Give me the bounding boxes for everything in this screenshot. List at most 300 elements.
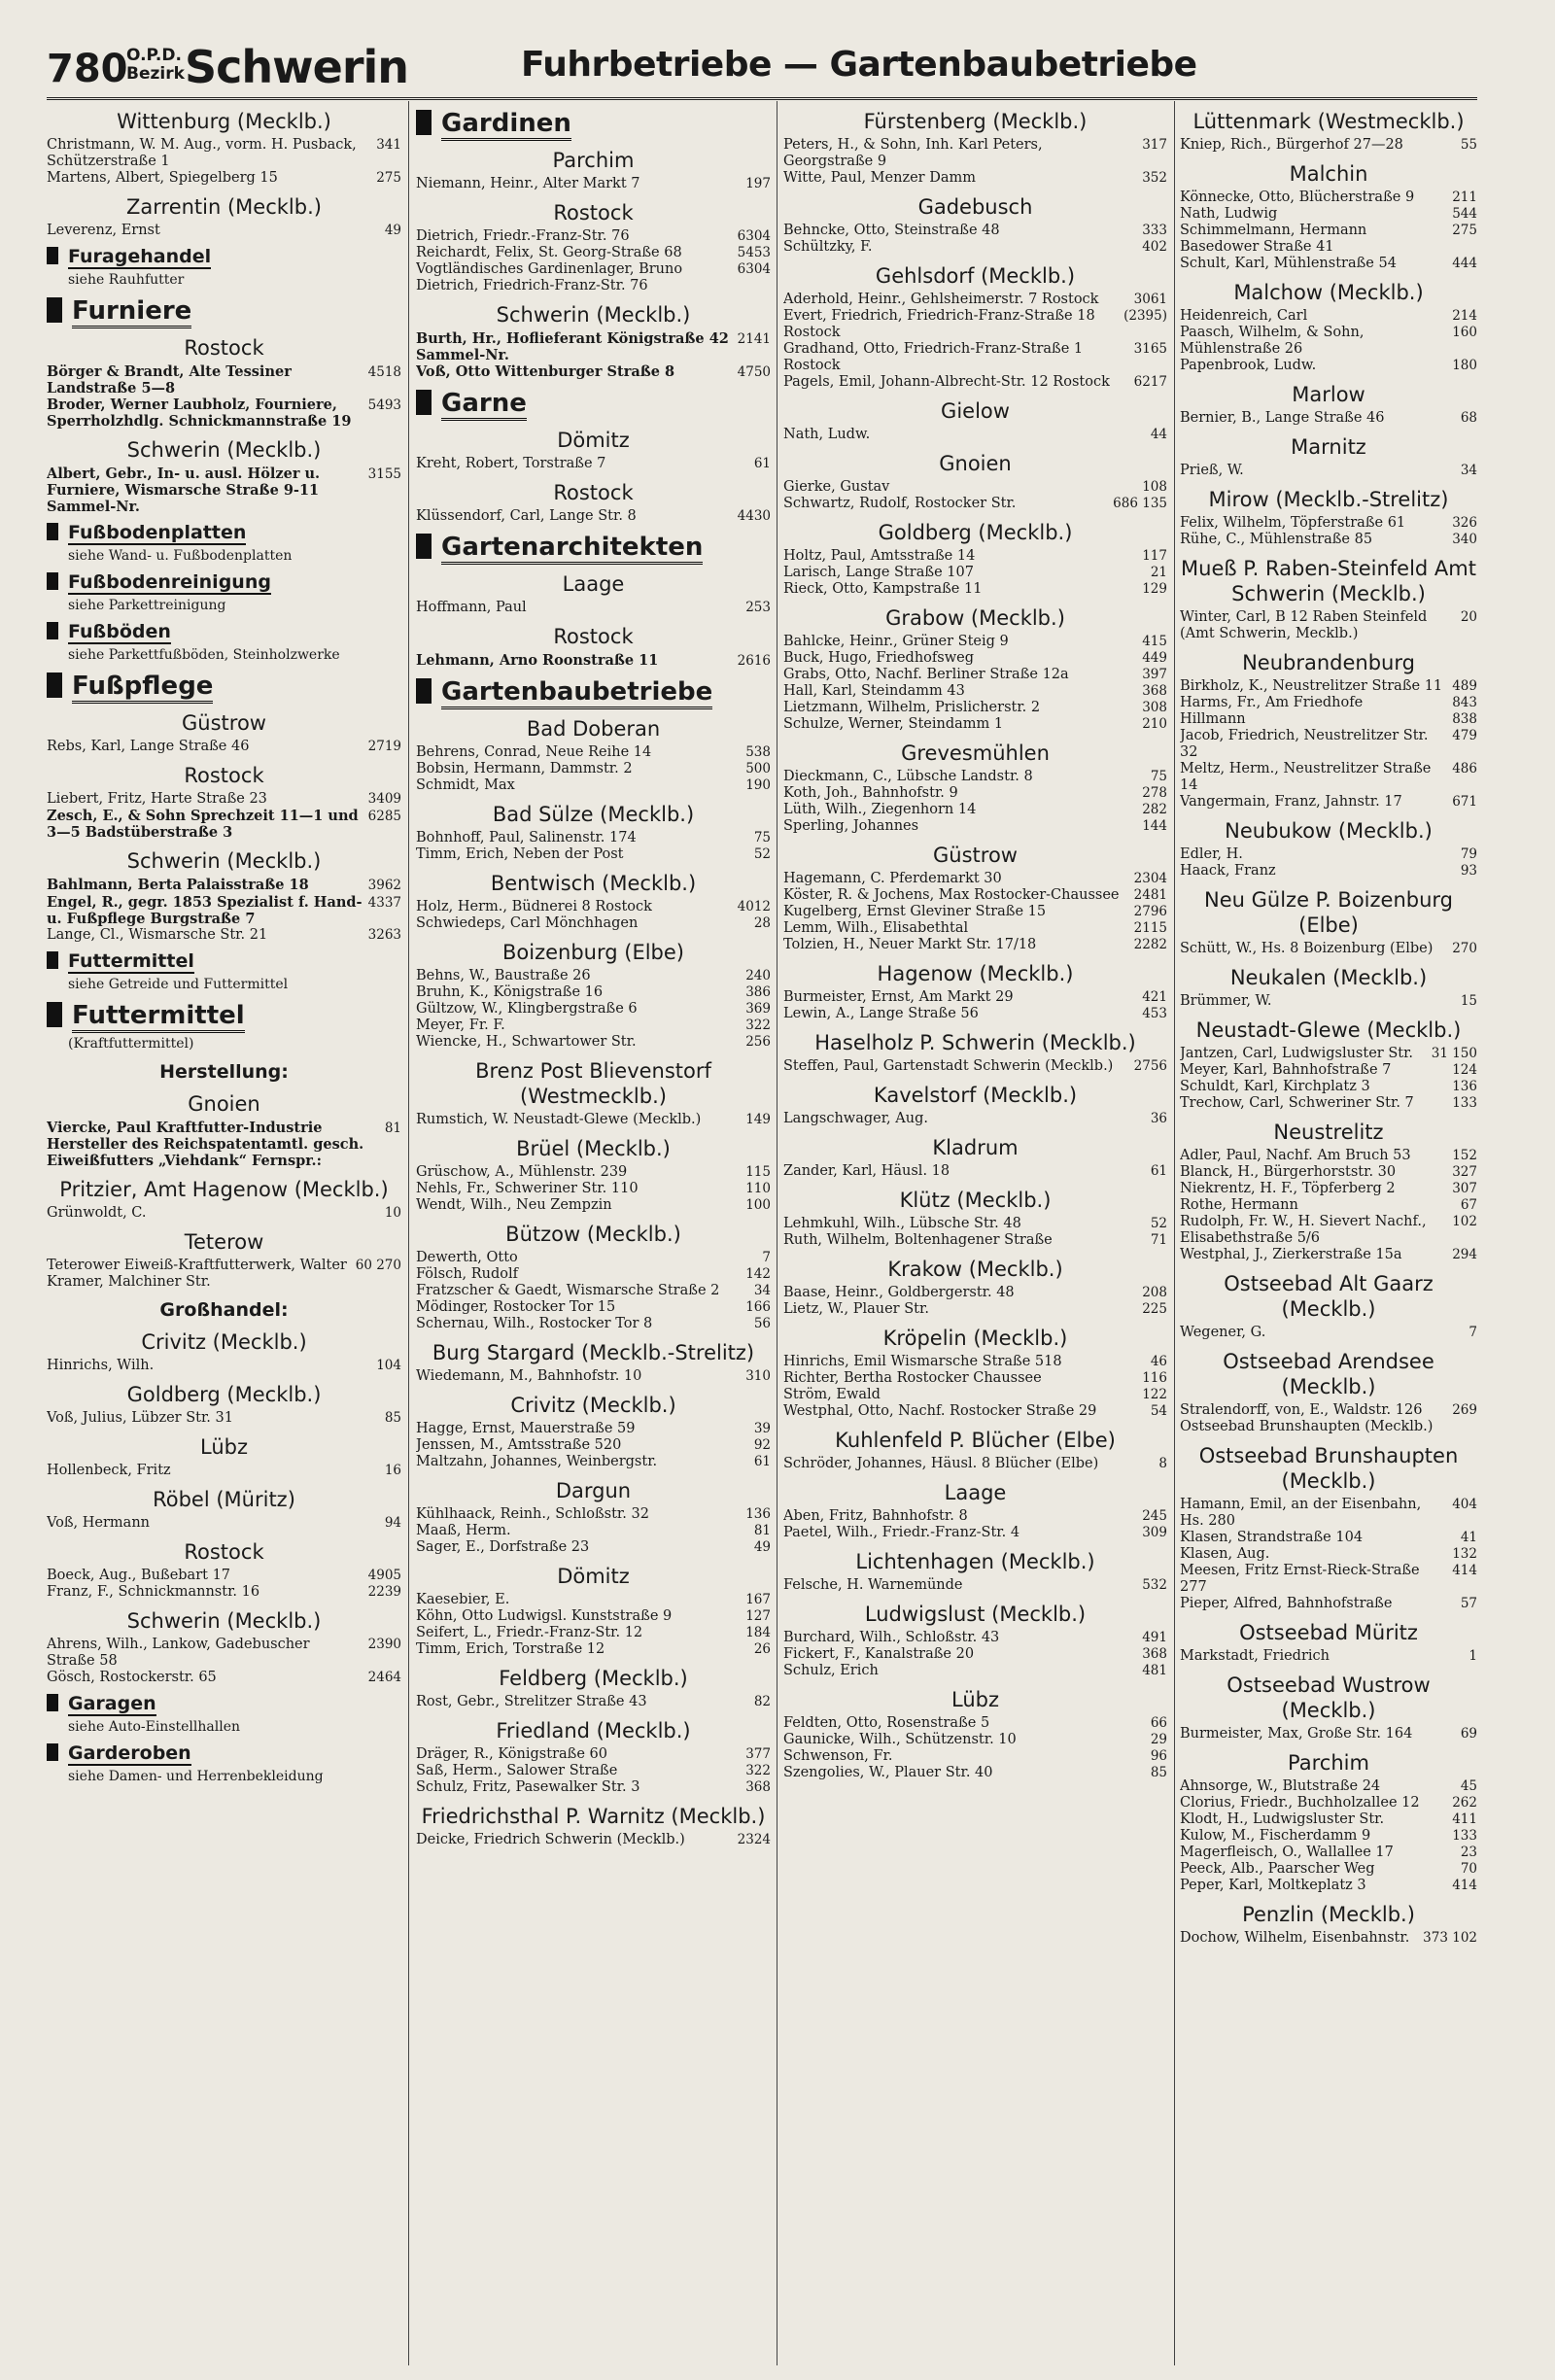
listing-entry: [1180, 1046, 1477, 1062]
town-heading: Marlow: [1292, 383, 1365, 406]
entry-phone: 322: [745, 1763, 771, 1778]
entry-name: Meyer, Karl, Bahnhofstraße 7: [1180, 1062, 1392, 1078]
entry-name: Rebs, Karl, Lange Straße 46: [47, 739, 250, 754]
entry-phone: 4337: [367, 895, 401, 911]
entry-phone: 160: [1452, 325, 1477, 340]
entry-phone: 225: [1142, 1301, 1167, 1317]
entry-name: Nath, Ludwig: [1180, 206, 1278, 222]
entry-name: Nath, Ludw.: [783, 427, 871, 442]
entry-phone: 491: [1142, 1630, 1167, 1645]
town-heading: Kröpelin (Mecklb.): [882, 1327, 1068, 1350]
entry-name: Clorius, Friedr., Buchholzallee 12: [1180, 1795, 1420, 1811]
entry-phone: 180: [1452, 358, 1477, 373]
entry-name: Witte, Paul, Menzer Damm: [783, 170, 976, 186]
listing-entry: [783, 769, 1167, 785]
town-heading: Krakow (Mecklb.): [887, 1258, 1063, 1281]
entry-name: Schwenson, Fr.: [783, 1748, 893, 1764]
town-heading: Dargun: [555, 1479, 632, 1502]
entry-phone: 108: [1142, 479, 1167, 495]
entry-name: Broder, Werner Laubholz, Fourniere, Sperrholzhdlg. Schnickmannstraße 19: [47, 397, 352, 430]
listing-entry: [416, 245, 771, 261]
listing-entry: [416, 1164, 771, 1181]
town-heading: Pritzier, Amt Hagenow (Mecklb.): [59, 1178, 389, 1201]
entry-name: Rost, Gebr., Strelitzer Straße 43: [416, 1694, 647, 1709]
town-heading: Fürstenberg (Mecklb.): [863, 110, 1088, 133]
entry-name: Gaunicke, Wilh., Schützenstr. 10: [783, 1732, 1017, 1747]
listing-entry: [416, 1299, 771, 1316]
entry-phone: 56: [753, 1316, 771, 1331]
entry-phone: 85: [1150, 1765, 1167, 1780]
entry-phone: 4518: [367, 364, 401, 380]
listing-entry: [47, 170, 401, 187]
cross-reference: siehe Rauhfutter: [68, 272, 185, 288]
entry-name: Voß, Julius, Lübzer Str. 31: [47, 1410, 233, 1426]
listing-entry: [416, 1197, 771, 1214]
entry-phone: 414: [1452, 1563, 1477, 1578]
entry-name: Lehmann, Arno Roonstraße 11: [416, 652, 659, 669]
category-square-icon: [47, 247, 58, 264]
entry-phone: 532: [1142, 1577, 1167, 1593]
entry-name: Dewerth, Otto: [416, 1250, 518, 1265]
town-heading: Penzlin (Mecklb.): [1242, 1903, 1415, 1926]
entry-phone: 2756: [1133, 1058, 1167, 1074]
listing-entry: [47, 1463, 401, 1479]
town-heading: Neubukow (Mecklb.): [1225, 819, 1433, 843]
entry-phone: 4430: [737, 508, 771, 524]
entry-phone: 275: [1452, 223, 1477, 238]
entry-name: Schulze, Werner, Steindamm 1: [783, 716, 1004, 732]
category-square-icon: [47, 1002, 62, 1027]
entry-phone: 7: [1469, 1325, 1477, 1340]
entry-name: Schernau, Wilh., Rostocker Tor 8: [416, 1316, 653, 1331]
entry-name: Birkholz, K., Neustrelitzer Straße 11: [1180, 678, 1443, 694]
town-heading: Brenz Post Blievenstorf (Westmecklb.): [475, 1059, 711, 1108]
entry-name: Niemann, Heinr., Alter Markt 7: [416, 176, 640, 191]
entry-phone: 210: [1142, 716, 1167, 732]
entry-phone: 415: [1142, 634, 1167, 649]
town-heading: Schwerin (Mecklb.): [126, 438, 322, 462]
listing-entry: [1180, 190, 1477, 206]
entry-name: Schmidt, Max: [416, 777, 515, 793]
entry-phone: 61: [753, 1454, 771, 1469]
entry-phone: 386: [745, 984, 771, 1000]
town-heading: Gnoien: [939, 452, 1012, 475]
category-square-icon: [416, 534, 432, 559]
entry-name: Kulow, M., Fischerdamm 9: [1180, 1828, 1371, 1844]
entry-name: Aderhold, Heinr., Gehlsheimerstr. 7 Rostock: [783, 292, 1099, 307]
listing-entry: [416, 1001, 771, 1018]
category-square-icon: [47, 297, 62, 323]
entry-phone: 23: [1460, 1845, 1477, 1860]
entry-phone: 26: [753, 1641, 771, 1657]
category-heading: [47, 521, 401, 544]
listing-entry: [1180, 941, 1477, 957]
town-heading: Rostock: [553, 201, 634, 224]
entry-phone: 269: [1452, 1402, 1477, 1418]
town-heading: Neustadt-Glewe (Mecklb.): [1195, 1018, 1462, 1042]
entry-phone: 310: [745, 1368, 771, 1384]
listing-entry: [783, 1630, 1167, 1646]
town-heading: Bentwisch (Mecklb.): [490, 872, 697, 895]
cross-reference: siehe Getreide und Futtermittel: [68, 977, 289, 992]
cross-reference: siehe Parkettreinigung: [68, 598, 226, 613]
entry-name: Bahlcke, Heinr., Grüner Steig 9: [783, 634, 1009, 649]
entry-phone: 45: [1460, 1778, 1477, 1794]
town-heading: Wittenburg (Mecklb.): [117, 110, 331, 133]
entry-phone: 309: [1142, 1525, 1167, 1540]
entry-phone: 57: [1460, 1596, 1477, 1611]
listing-entry: [416, 1523, 771, 1539]
category-label: Fußböden: [68, 621, 171, 642]
listing-entry: [416, 1539, 771, 1556]
entry-phone: 686 135: [1113, 496, 1167, 511]
entry-name: Hagge, Ernst, Mauerstraße 59: [416, 1421, 636, 1436]
town-heading: Burg Stargard (Mecklb.-Strelitz): [432, 1341, 755, 1364]
entry-phone: 5493: [367, 397, 401, 413]
entry-name: Westphal, Otto, Nachf. Rostocker Straße 29: [783, 1403, 1097, 1419]
listing-entry: [783, 1111, 1167, 1127]
town-heading: Klütz (Mecklb.): [899, 1189, 1052, 1212]
listing-entry: [783, 785, 1167, 802]
entry-name: Ström, Ewald: [783, 1387, 881, 1402]
listing-entry: [1180, 1497, 1477, 1530]
entry-name: Bahlmann, Berta Palaisstraße 18: [47, 877, 309, 893]
page-header: [47, 39, 1477, 100]
town-heading: Güstrow: [182, 711, 266, 735]
entry-name: Hamann, Emil, an der Eisenbahn, Hs. 280: [1180, 1497, 1422, 1529]
listing-entry: [1180, 1325, 1477, 1341]
entry-name: Paasch, Wilhelm, & Sohn, Mühlenstraße 26: [1180, 325, 1365, 357]
entry-phone: 75: [753, 830, 771, 845]
entry-name: Hoffmann, Paul: [416, 600, 527, 615]
listing-entry: [1180, 1845, 1477, 1861]
entry-name: Timm, Erich, Torstraße 12: [416, 1641, 605, 1657]
entry-phone: 133: [1452, 1095, 1477, 1111]
entry-phone: 368: [1142, 1646, 1167, 1662]
entry-phone: 44: [1150, 427, 1167, 442]
listing-entry: [783, 427, 1167, 443]
entry-phone: 278: [1142, 785, 1167, 801]
listing-entry: [1180, 1596, 1477, 1612]
entry-name: Martens, Albert, Spiegelberg 15: [47, 170, 278, 186]
entry-name: Hagemann, C. Pferdemarkt 30: [783, 871, 1002, 886]
listing-entry: [47, 466, 401, 515]
entry-name: Voß, Otto Wittenburger Straße 8: [416, 363, 675, 380]
town-heading: Ludwigslust (Mecklb.): [864, 1603, 1087, 1626]
listing-entry: [416, 1746, 771, 1763]
entry-name: Rieck, Otto, Kampstraße 11: [783, 581, 983, 597]
listing-entry: [783, 479, 1167, 496]
listing-entry: [416, 261, 771, 294]
entry-name: Gradhand, Otto, Friedrich-Franz-Straße 1 Rostock: [783, 341, 1084, 373]
entry-phone: 377: [745, 1746, 771, 1762]
entry-name: Klasen, Aug.: [1180, 1546, 1270, 1562]
listing-entry: [783, 1715, 1167, 1732]
entry-name: Kreht, Robert, Torstraße 7: [416, 456, 606, 471]
listing-entry: [47, 397, 401, 430]
entry-phone: 352: [1142, 170, 1167, 186]
town-heading: Laage: [944, 1481, 1007, 1504]
town-heading: Gehlsdorf (Mecklb.): [875, 264, 1076, 288]
entry-phone: 96: [1150, 1748, 1167, 1764]
listing-entry: [416, 1018, 771, 1034]
listing-entry: [783, 548, 1167, 565]
listing-entry: [47, 137, 401, 170]
cross-reference: siehe Damen- und Herrenbekleidung: [68, 1769, 324, 1784]
column-divider: [408, 101, 409, 2365]
entry-phone: 29: [1150, 1732, 1167, 1747]
town-heading: Friedland (Mecklb.): [496, 1719, 691, 1742]
entry-name: Jantzen, Carl, Ludwigsluster Str.: [1180, 1046, 1414, 1061]
entry-phone: 66: [1150, 1715, 1167, 1731]
listing-entry: [783, 1285, 1167, 1301]
entry-name: Schuldt, Karl, Kirchplatz 3: [1180, 1079, 1370, 1094]
listing-entry: [1180, 463, 1477, 479]
listing-entry: [1180, 515, 1477, 532]
town-heading: Neubrandenburg: [1242, 651, 1415, 674]
entry-name: Steffen, Paul, Gartenstadt Schwerin (Mecklb.): [783, 1058, 1114, 1074]
listing-entry: [783, 1732, 1167, 1748]
listing-entry: [1180, 1181, 1477, 1197]
entry-name: Behncke, Otto, Steinstraße 48: [783, 223, 1000, 238]
entry-phone: 214: [1452, 308, 1477, 324]
cross-reference: siehe Wand- u. Fußbodenplatten: [68, 548, 293, 564]
entry-name: Gierke, Gustav: [783, 479, 890, 495]
town-heading: Kuhlenfeld P. Blücher (Elbe): [835, 1429, 1116, 1452]
listing-entry: [1180, 1878, 1477, 1894]
town-heading: Ostseebad Wustrow (Mecklb.): [1227, 1673, 1431, 1722]
entry-phone: 34: [1460, 463, 1477, 478]
entry-phone: 92: [753, 1437, 771, 1453]
entry-name: Koth, Joh., Bahnhofstr. 9: [783, 785, 958, 801]
entry-phone: 538: [745, 744, 771, 760]
entry-name: Zander, Karl, Häusl. 18: [783, 1163, 950, 1179]
entry-name: Pieper, Alfred, Bahnhofstraße: [1180, 1596, 1393, 1611]
entry-phone: 100: [745, 1197, 771, 1213]
town-heading: Laage: [562, 572, 625, 596]
entry-name: Edler, H.: [1180, 846, 1243, 862]
entry-name: Grabs, Otto, Nachf. Berliner Straße 12a: [783, 667, 1069, 682]
entry-phone: 69: [1460, 1726, 1477, 1742]
entry-name: Peeck, Alb., Paarscher Weg: [1180, 1861, 1375, 1877]
category-square-icon: [47, 951, 58, 969]
listing-entry: [783, 1748, 1167, 1765]
town-heading: Lübz: [200, 1435, 248, 1459]
listing-entry: [1180, 137, 1477, 154]
listing-entry: [1180, 1079, 1477, 1095]
entry-name: Fratzscher & Gaedt, Wismarsche Straße 2: [416, 1283, 720, 1298]
listing-entry: [47, 927, 401, 944]
listing-entry: [416, 1592, 771, 1608]
category-label: Futtermittel: [72, 1001, 245, 1033]
listing-entry: [416, 1625, 771, 1641]
entry-name: Papenbrook, Ludw.: [1180, 358, 1317, 373]
listing-entry: [47, 1637, 401, 1670]
listing-entry: [47, 1258, 401, 1291]
listing-entry: [783, 1525, 1167, 1541]
header-title: Fuhrbetriebe — Gartenbaubetriebe: [521, 45, 1197, 85]
entry-phone: 93: [1460, 863, 1477, 879]
listing-entry: [416, 899, 771, 915]
entry-name: Wendt, Wilh., Neu Zempzin: [416, 1197, 612, 1213]
listing-entry: [783, 1387, 1167, 1403]
category-label: Futtermittel: [68, 950, 194, 972]
entry-name: Klüssendorf, Carl, Lange Str. 8: [416, 508, 637, 524]
entry-phone: 55: [1460, 137, 1477, 153]
listing-entry: [47, 1358, 401, 1374]
entry-name: Markstadt, Friedrich: [1180, 1648, 1330, 1664]
town-heading: Rostock: [184, 336, 264, 360]
town-heading: Ostseebad Alt Gaarz (Mecklb.): [1224, 1272, 1434, 1321]
listing-entry: [1180, 308, 1477, 325]
entry-phone: 245: [1142, 1508, 1167, 1524]
entry-name: Grünwoldt, C.: [47, 1205, 147, 1221]
listing-entry: [1180, 863, 1477, 880]
town-heading: Ostseebad Arendsee (Mecklb.): [1223, 1350, 1434, 1398]
entry-phone: 7: [762, 1250, 771, 1265]
entry-phone: 10: [384, 1205, 401, 1221]
entry-phone: 190: [745, 777, 771, 793]
entry-phone: 208: [1142, 1285, 1167, 1300]
entry-name: Burth, Hr., Hoflieferant Königstraße 42 Sammel-Nr.: [416, 330, 729, 363]
category-square-icon: [47, 1694, 58, 1711]
listing-entry: [783, 1646, 1167, 1663]
entry-name: Dietrich, Friedr.-Franz-Str. 76: [416, 228, 630, 244]
entry-phone: 16: [384, 1463, 401, 1478]
town-heading: Schwerin (Mecklb.): [126, 849, 322, 873]
entry-name: Lange, Cl., Wismarsche Str. 21: [47, 927, 268, 943]
entry-name: Köster, R. & Jochens, Max Rostocker-Chaussee: [783, 887, 1120, 903]
town-heading: Rostock: [184, 764, 264, 787]
entry-phone: 2390: [367, 1637, 401, 1652]
entry-phone: 2141: [737, 331, 771, 347]
entry-phone: 1: [1469, 1648, 1477, 1664]
entry-name: Adler, Paul, Nachf. Am Bruch 53: [1180, 1148, 1411, 1163]
listing-entry: [1180, 728, 1477, 761]
listing-entry: [47, 1670, 401, 1686]
listing-entry: [1180, 1828, 1477, 1845]
category-heading: [47, 670, 401, 703]
listing-entry: [783, 871, 1167, 887]
town-heading: Rostock: [184, 1540, 264, 1564]
entry-name: Christmann, W. M. Aug., vorm. H. Pusback, Schützerstraße 1: [47, 137, 357, 169]
entry-name: Nehls, Fr., Schweriner Str. 110: [416, 1181, 639, 1196]
entry-name: Holtz, Paul, Amtsstraße 14: [783, 548, 976, 564]
district-line-1: O.P.D.: [126, 46, 182, 65]
listing-entry: [47, 1568, 401, 1584]
entry-phone: 85: [384, 1410, 401, 1426]
entry-phone: 79: [1460, 846, 1477, 862]
listing-entry: [47, 223, 401, 239]
listing-entry: [783, 581, 1167, 598]
entry-name: Dieckmann, C., Lübsche Landstr. 8: [783, 769, 1033, 784]
entry-name: Tolzien, H., Neuer Markt Str. 17/18: [783, 937, 1037, 952]
entry-name: Hollenbeck, Fritz: [47, 1463, 171, 1478]
listing-entry: [416, 363, 771, 381]
town-heading: Malchow (Mecklb.): [1233, 281, 1424, 304]
entry-phone: 275: [376, 170, 401, 186]
listing-entry: [783, 1765, 1167, 1781]
entry-name: Ruth, Wilhelm, Boltenhagener Straße: [783, 1232, 1053, 1248]
listing-entry: [783, 1370, 1167, 1387]
listing-entry: [416, 984, 771, 1001]
entry-phone: 2115: [1133, 920, 1167, 936]
listing-entry: [783, 716, 1167, 733]
entry-name: Wiedemann, M., Bahnhofstr. 10: [416, 1368, 642, 1384]
category-label: Garagen: [68, 1693, 156, 1714]
entry-name: Rumstich, W. Neustadt-Glewe (Mecklb.): [416, 1112, 702, 1127]
entry-phone: 327: [1452, 1164, 1477, 1180]
listing-entry: [47, 894, 401, 927]
listing-entry: [1180, 1062, 1477, 1079]
town-heading: Röbel (Müritz): [153, 1488, 295, 1511]
entry-phone: 843: [1452, 695, 1477, 710]
cross-reference: (Kraftfuttermittel): [68, 1036, 194, 1052]
entry-name: Burmeister, Ernst, Am Markt 29: [783, 989, 1014, 1005]
entry-name: Engel, R., gegr. 1853 Spezialist f. Hand- u. Fußpflege Burgstraße 7: [47, 894, 363, 927]
entry-name: Schwartz, Rudolf, Rostocker Str.: [783, 496, 1017, 511]
category-square-icon: [416, 678, 432, 704]
entry-name: Buck, Hugo, Friedhofsweg: [783, 650, 974, 666]
listing-entry: [783, 700, 1167, 716]
town-heading: Kavelstorf (Mecklb.): [873, 1084, 1078, 1107]
listing-entry: [416, 1368, 771, 1385]
listing-entry: [783, 920, 1167, 937]
town-heading: Grabow (Mecklb.): [885, 606, 1065, 630]
listing-entry: [416, 1641, 771, 1658]
entry-phone: 3165: [1133, 341, 1167, 357]
entry-phone: 253: [745, 600, 771, 615]
listing-entry: [47, 1584, 401, 1601]
listing-entry: [416, 1608, 771, 1625]
listing-entry: [1180, 1247, 1477, 1263]
town-heading: Bad Sülze (Mecklb.): [492, 803, 695, 826]
listing-entry: [783, 341, 1167, 374]
category-heading: [47, 620, 401, 643]
town-heading: Goldberg (Mecklb.): [126, 1383, 322, 1406]
entry-phone: 341: [376, 137, 401, 153]
listing-entry: [783, 565, 1167, 581]
district-line-2: Bezirk: [126, 64, 185, 84]
listing-entry: [783, 308, 1167, 341]
town-heading: Crivitz (Mecklb.): [510, 1394, 676, 1417]
listing-entry: [1180, 206, 1477, 223]
entry-phone: 369: [745, 1001, 771, 1017]
listing-entry: [47, 1120, 401, 1169]
listing-entry: [1180, 993, 1477, 1010]
listing-entry: [416, 1266, 771, 1283]
category-label: Furniere: [72, 296, 191, 328]
entry-name: Dräger, R., Königstraße 60: [416, 1746, 607, 1762]
entry-phone: 404: [1452, 1497, 1477, 1512]
listing-entry: [783, 1163, 1167, 1180]
entry-name: Lehmkuhl, Wilh., Lübsche Str. 48: [783, 1216, 1021, 1231]
entry-name: Niekrentz, H. F., Töpferberg 2: [1180, 1181, 1396, 1196]
entry-phone: 6217: [1133, 374, 1167, 390]
town-heading: Dömitz: [557, 1565, 630, 1588]
category-heading: [47, 294, 401, 328]
entry-name: Baase, Heinr., Goldbergerstr. 48: [783, 1285, 1015, 1300]
listing-entry: [416, 744, 771, 761]
listing-entry: [47, 1205, 401, 1222]
entry-phone: 373 102: [1423, 1930, 1477, 1946]
entry-phone: 144: [1142, 818, 1167, 834]
entry-phone: 4012: [737, 899, 771, 914]
town-heading: Neu Gülze P. Boizenburg (Elbe): [1204, 888, 1453, 937]
entry-name: Wiencke, H., Schwartower Str.: [416, 1034, 637, 1050]
category-label: Fußpflege: [72, 672, 213, 704]
listing-entry: [416, 777, 771, 794]
